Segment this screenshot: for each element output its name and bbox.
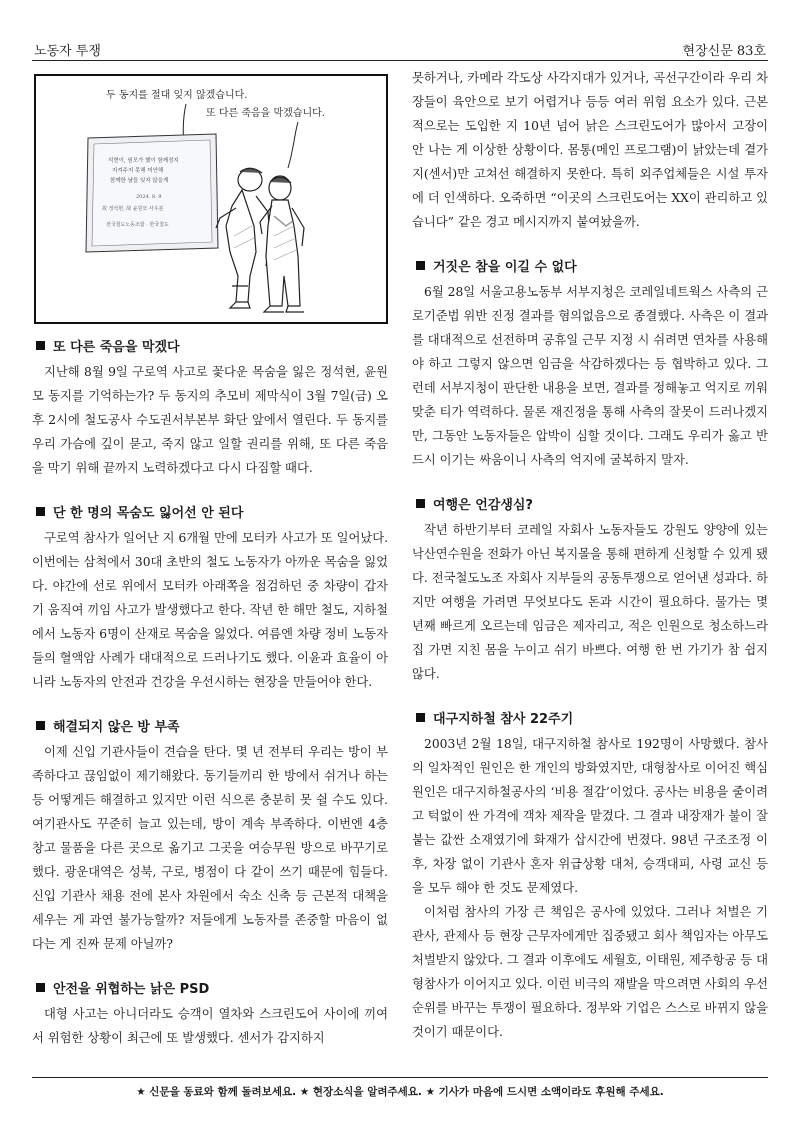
plaque-date: 2024. 8. 9 — [136, 194, 162, 200]
bullet-square-icon — [416, 713, 425, 722]
article-false-truth — [412, 256, 768, 472]
memorial-illustration — [34, 74, 388, 324]
article-travel — [412, 494, 768, 686]
article-title: 또 다른 죽음을 막겠다 — [53, 340, 180, 355]
article-paragraph: 6월 28일 서울고용노동부 서부지청은 코레일네트웍스 사측의 근로기준법 위반 진정 결과를 혐의없음으로 종결했다. 사측은 이 결과를 대대적으로 선전하며 공휴일 근무 지정 시 쉬려면 연차를 사용해야 하고 그렇지 않으면 임금을 삭감하겠다는 등 협박하고 있다. 그런데 서부지청이 판단한 내용을 보면, 결과를 정해놓고 억지로 끼워 맞춘 티가 역력하다. 물론 재진정을 통해 사측의 잘못이 드러나겠지만, 그동안 노동자들은 압박이 심할 것이다. 그래도 우리가 옳고 반드시 이기는 싸움이니 사측의 억지에 굴복하지 말자. — [412, 285, 768, 467]
issue-number: 현장신문 83호 — [682, 44, 766, 59]
article-title: 단 한 명의 목숨도 잃어선 안 된다 — [53, 506, 244, 521]
article-paragraph: 못하거나, 카메라 각도상 사각지대가 있거나, 곡선구간이라 우리 차장들이 육안으로 보기 어렵거나 등등 여러 위험 요소가 있다. 근본적으로는 도입한 지 10년 넘어 낡은 스크린도어가 많아서 고장이 안 나는 게 이상한 상황이다. 몸통(메인 프로그램)이 낡았는데 곁가지(센서)만 고쳐선 해결하지 못한다. 특히 외주업체들은 시설 투자에 더 인색하다. 오죽하면 “이곳의 스크린도어는 XX이 관리하고 있습니다” 같은 경고 메시지까지 붙여놨을까. — [412, 71, 768, 229]
article-heading — [32, 716, 388, 735]
article-daegu-subway — [412, 708, 768, 1044]
article-paragraph: 대형 사고는 아니더라도 승객이 열차와 스크린도어 사이에 끼여서 위험한 상황이 최근에 또 발생했다. 센서가 감지하지 — [32, 1007, 388, 1045]
article-heading — [32, 336, 388, 355]
footer-notice: ★ 신문을 동료와 함께 돌려보세요. ★ 현장소식을 알려주세요. ★ 기사가 마음에 드시면 소액이라도 후원해 주세요. — [136, 1086, 664, 1098]
article-paragraph: 구로역 참사가 일어난 지 6개월 만에 모터카 사고가 또 일어났다. 이번에는 삼척에서 30대 초반의 철도 노동자가 아까운 목숨을 잃었다. 야간에 선로 위에서 모터카 아래쪽을 점검하던 중 차량이 갑자기 움직여 끼임 사고가 발생했다고 한다. 작년 한 해만 철도, 지하철에서 노동자 6명이 산재로 목숨을 잃었다. 여름엔 차량 정비 노동자들의 혈액암 사례가 대대적으로 드러나기도 했다. 이윤과 효율이 아니라 노동자의 안전과 건강을 우선시하는 현장을 만들어야 한다. — [32, 531, 388, 689]
article-old-psd — [32, 978, 388, 1050]
article-title: 대구지하철 참사 22주기 — [433, 712, 574, 727]
plaque-names: 故 정석현, 故 윤원모 사우분 — [102, 206, 164, 212]
article-heading — [32, 502, 388, 521]
plaque-line-3: 함께한 날들 잊지 않을게 — [110, 178, 169, 184]
article-paragraph: 지난해 8월 9일 구로역 사고로 꽃다운 목숨을 잃은 정석현, 윤원모 동지를 기억하는가? 두 동지의 추모비 제막식이 3월 7일(금) 오후 2시에 철도공사 수도권서부본부 화단 앞에서 열린다. 두 동지를 우리 가슴에 깊이 묻고, 죽지 않고 일할 권리를 위해, 또 다른 죽음을 막기 위해 끝까지 노력하겠다고 다시 다짐할 때다. — [32, 365, 388, 475]
article-heading — [412, 256, 768, 275]
article-room-shortage — [32, 716, 388, 956]
speech-line-2: 또 다른 죽음을 막겠습니다. — [206, 108, 325, 119]
plaque-line-1: 석현이, 원모가 했이 함께정지 — [108, 158, 179, 164]
plaque-line-2: 지켜주지 못해 미안해 — [112, 168, 164, 174]
bullet-square-icon — [416, 499, 425, 508]
article-paragraph: 이처럼 참사의 가장 큰 책임은 공사에 있었다. 그러나 처벌은 기관사, 관제사 등 현장 근무자에게만 집중됐고 회사 책임자는 아무도 처벌받지 않았다. 그 결과 이후에도 세월호, 이태원, 제주항공 등 대형참사가 이어지고 있다. 이런 비극의 재발을 막으려면 사회의 우선순위를 바꾸는 투쟁이 필요하다. 정부와 기업은 스스로 바뀌지 않을 것이기 때문이다. — [412, 905, 768, 1039]
article-title: 안전을 위협하는 낡은 PSD — [53, 982, 210, 997]
plaque-orgs: 전국철도노동조합 · 한국철도 — [106, 222, 169, 228]
article-heading — [32, 978, 388, 997]
newspaper-section-title: 노동자 투쟁 — [34, 44, 101, 59]
article-title: 해결되지 않은 방 부족 — [53, 720, 180, 735]
article-title: 거짓은 참을 이길 수 없다 — [433, 260, 577, 275]
article-heading — [412, 494, 768, 513]
memorial-drawing — [36, 76, 386, 322]
bullet-square-icon — [36, 983, 45, 992]
article-paragraph: 2003년 2월 18일, 대구지하철 참사로 192명이 사망했다. 참사의 일차적인 원인은 한 개인의 방화였지만, 대형참사로 이어진 핵심 원인은 대구지하철공사의 ‘비용 절감’이었다. 공사는 비용을 줄이려고 턱없이 싼 가격에 객차 제작을 맡겼다. 그 결과 내장재가 불이 잘 붙는 값싼 소재였기에 화재가 삽시간에 번졌다. 98년 구조조정 이후, 차장 없이 기관사 혼자 위급상황 대처, 승객대피, 사령 교신 등을 모두 해야 한 것도 문제였다. — [412, 737, 768, 895]
article-paragraph: 작년 하반기부터 코레일 자회사 노동자들도 강원도 양양에 있는 낙산연수원을 전화가 아닌 복지몰을 통해 편하게 신청할 수 있게 됐다. 전국철도노조 자회사 지부들의 공동투쟁으로 얻어낸 성과다. 하지만 여행을 가려면 무엇보다도 돈과 시간이 필요하다. 물가는 몇 년째 빠르게 오르는데 임금은 제자리고, 적은 인원으로 청소하느라 집 가면 지친 몸을 누이고 쉬기 바쁘다. 여행 한 번 가기가 참 쉽지 않다. — [412, 523, 768, 681]
bullet-square-icon — [36, 721, 45, 730]
article-motorcar-accident — [32, 502, 388, 694]
left-column — [32, 66, 388, 1050]
article-paragraph: 이제 신입 기관사들이 견습을 탄다. 몇 년 전부터 우리는 방이 부족하다고 끊임없이 제기해왔다. 동기들끼리 한 방에서 쉬거나 하는 등 어떻게든 해결하고 있지만 이런 식으론 충분히 못 쉴 수도 있다. 여기관사도 꾸준히 늘고 있는데, 방이 계속 부족하다. 이번엔 4층 창고 물품을 다른 곳으로 옮기고 그곳을 여승무원 방으로 바꾸기로 했다. 광운대역은 성북, 구로, 병점이 다 같이 쓰기 때문에 힘들다. 신입 기관사 채용 전에 본사 차원에서 숙소 신축 등 근본적 대책을 세우는 게 과연 불가능할까? 저들에게 노동자를 존중할 마음이 없다는 게 진짜 문제 아닐까? — [32, 745, 388, 951]
article-old-psd-continued — [412, 66, 768, 234]
bullet-square-icon — [416, 261, 425, 270]
article-heading — [412, 708, 768, 727]
speech-line-1: 두 동지를 절대 잊지 않겠습니다. — [106, 90, 248, 101]
article-title: 여행은 언감생심? — [433, 498, 533, 513]
header-divider — [32, 60, 768, 61]
article-memorial — [32, 336, 388, 480]
bullet-square-icon — [36, 507, 45, 516]
footer-divider — [32, 1077, 768, 1078]
right-column — [412, 66, 768, 1044]
bullet-square-icon — [36, 341, 45, 350]
